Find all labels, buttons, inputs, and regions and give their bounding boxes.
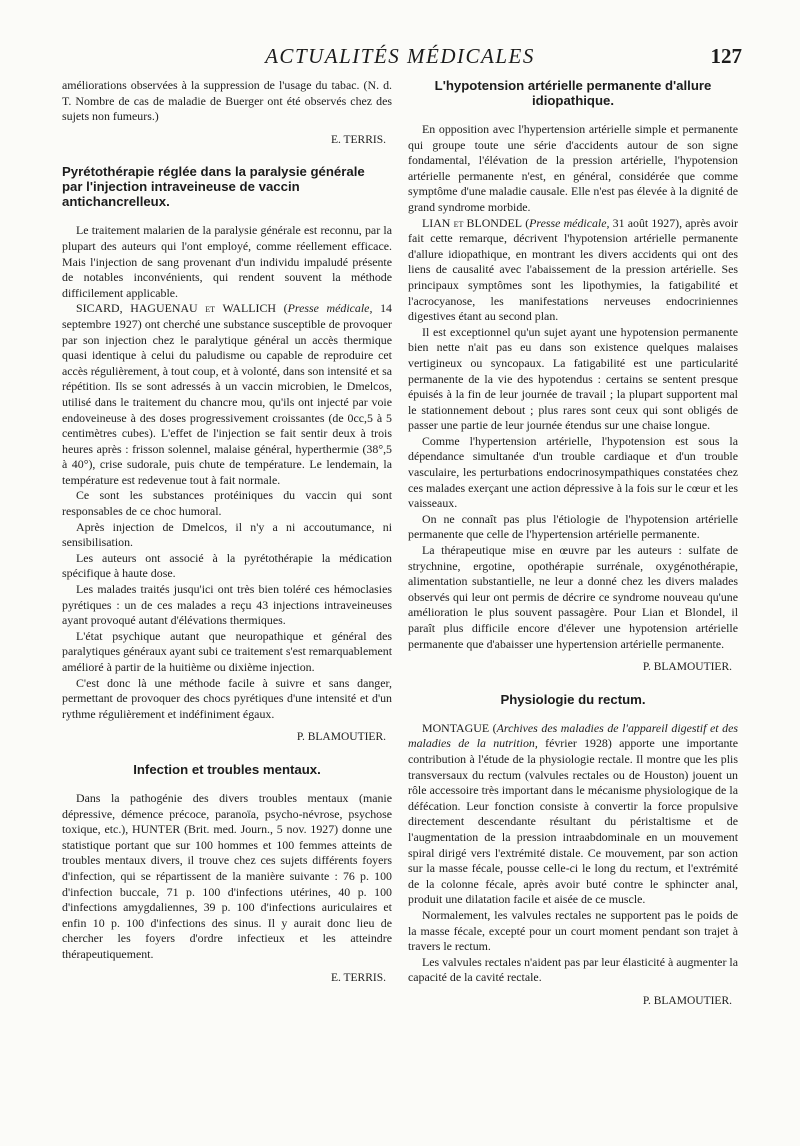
paragraph: SICARD, HAGUENAU et WALLICH (Presse médicale, 14 septembre 1927) ont cherché une substance susceptible de provoquer par son injection chez le paralytique général un accès thermique quasi identique à celui du paludisme ou capable de reproduire cet accès régulièrement, à tout coup, et à volonté, dans son intensité et sa répétition. Ils se sont adressés à un vaccin microbien, le Dmelcos, utilisé dans le traitement du chancre mou, qu'ils ont injecté par voie endoveineuse à des doses progressivement croissantes (de 0cc,5 à 5 centimètres cubes). L'effet de l'injection se fait sentir deux à trois heures après : frisson solennel, malaise général, hyperthermie (38°,5 à 40°), crise sudorale, puis chute de température. Le lendemain, la température est redevenue tout à fait normale. xyxy=(62,301,392,487)
paragraph: Les auteurs ont associé à la pyrétothérapie la médication spécifique à haute dose. xyxy=(62,550,392,581)
signature: P. BLAMOUTIER. xyxy=(296,731,386,744)
journal-reference: Archives des maladies de l'appareil digestif et des maladies de la nutrition, xyxy=(408,720,738,751)
paragraph: Les malades traités jusqu'ici ont très bien toléré ces hémoclasies pyrétiques : un de ces malades a reçu 43 injections intraveineuses ayant provoqué autant d'élévations thermiques. xyxy=(62,582,392,628)
paragraph: Le traitement malarien de la paralysie générale est reconnu, par la plupart des auteurs qui l'ont employé, comme réellement efficace. Mais l'injection de sang provenant d'un individu impaludé présente de notables inconvénients, qui rendent souvent la méthode difficilement applicable. xyxy=(62,223,392,300)
paragraph: Il est exceptionnel qu'un sujet ayant une hypotension permanente bien nette n'ait pas eu dans son existence quelques malaises vertigineux ou syncopaux. La fatigabilité est une particularité permanente de la vie des hypotendus : certains se sentent presque épuisés à la fin de leur journée de travail ; la plupart supportent mal le stationnement debout ; plus rares sont ceux qui sont obligés de passer une partie de leur journée étendus sur une chaise longue. xyxy=(408,324,738,433)
signature: P. BLAMOUTIER. xyxy=(642,661,732,674)
author-names: SICARD, HAGUENAU et WALLICH xyxy=(76,301,276,316)
paragraph-text: 31 août 1927), après avoir fait cette remarque, décrivent l'hypotension artérielle permanente d'allure idiopathique, en montrant les divers accidents qui ont des liens de causalité avec l'abaissement de la pression artérielle. Ses principaux symptômes sont les lipothymies, la fatigabilité et l'acrocyanose, les manifestations nerveuses endocriniennes digestives étant au second plan. xyxy=(408,215,738,324)
paragraph: Les valvules rectales n'aident pas par leur élasticité à augmenter la capacité de la cavité rectale. xyxy=(408,954,738,985)
paragraph-text: 14 septembre 1927) ont cherché une substance susceptible de provoquer par son injection chez le paralytique général un accès thermique quasi identique à celui du paludisme ou capable de reproduire cet accès régulièrement, à tout coup, et à volonté, dans son intensité et sa répétition. Ils se sont adressés à un vaccin microbien, le Dmelcos, utilisé dans le traitement du chancre mou, qu'ils ont injecté par voie endoveineuse à des doses progressivement croissantes (de 0cc,5 à 5 centimètres cubes). L'effet de l'injection se fait sentir deux à trois heures après : frisson solennel, malaise général, hyperthermie (38°,5 à 40°), crise sudorale, puis chute de température. Le lendemain, la température est redevenue tout à fait normale. xyxy=(62,301,392,487)
journal-reference: Presse médicale, xyxy=(529,215,610,230)
intro-paragraph: améliorations observées à la suppression de l'usage du tabac. (N. d. T. Nombre de cas de maladie de Buerger ont été observés chez des sujets non fumeurs.) xyxy=(62,78,392,124)
article-title-rectum: Physiologie du rectum. xyxy=(500,691,646,707)
journal-reference: Presse médicale, xyxy=(287,301,373,316)
intro-signature: E. TERRIS. xyxy=(330,133,386,146)
article-title-infection: Infection et troubles mentaux. xyxy=(133,761,321,777)
paragraph: L'état psychique autant que neuropathique et général des paralytiques généraux ayant subi ce traitement s'est remarquablement amélioré à partir de la huitième ou dixième injection. xyxy=(62,628,392,674)
paragraph: LIAN et BLONDEL (Presse médicale, 31 août 1927), après avoir fait cette remarque, décrivent l'hypotension artérielle permanente d'allure idiopathique, en montrant les divers accidents qui ont des liens de causalité avec l'abaissement de la pression artérielle. Ses principaux symptômes sont les lipothymies, la fatigabilité et l'acrocyanose, les manifestations nerveuses endocriniennes digestives étant au second plan. xyxy=(408,215,738,324)
article-title-hypotension: L'hypotension artérielle permanente d'allure idiopathique. xyxy=(434,78,712,108)
paragraph: Après injection de Dmelcos, il n'y a ni accoutumance, ni sensibilisation. xyxy=(62,519,392,550)
paragraph: Dans la pathogénie des divers troubles mentaux (manie dépressive, démence précoce, paranoïa, psycho-névrose, psychose toxique, etc.), HUNTER (Brit. med. Journ., 5 nov. 1927) donne une statistique portant que sur 100 hommes et 100 femmes atteints de troubles mentaux divers, il trouve chez ces sujets différents foyers d'infection, qui se répartissent de la manière suivante : 76 p. 100 d'infection buccale, 71 p. 100 d'infections utérines, 40 p. 100 d'infections amygdaliennes, 39 p. 100 d'infections auriculaires et enfin 10 p. 100 d'infections des sinus. Il y aurait donc lieu de chercher les foyers d'ordre infectieux et les atteindre thérapeutiquement. xyxy=(62,790,392,961)
paragraph-text: février 1928) apporte une importante contribution à l'étude de la physiologie rectale. Il montre que les plis transversaux du rectum (valvules rectales ou de Houston) jouent un rôle accessoire très important dans le mécanisme physiologique de la défécation. Leur fonction consiste à convertir la force propulsive directement descendante résultant du péristaltisme et de l'augmentation de la pression intraabdominale en un mouvement spiral dirigé vers l'extrémité distale. Ce mouvement, par son action sur la masse fécale, pousse celle-ci le long du rectum, et l'extrémité de la colonne fécale, après avoir buté contre le sphincter anal, produit une dilatation facile et aisée de ce muscle. xyxy=(408,736,738,907)
paragraph: Normalement, les valvules rectales ne supportent pas le poids de la masse fécale, excepté pour un court moment pendant son trajet à travers le rectum. xyxy=(408,907,738,954)
signature: E. TERRIS. xyxy=(330,971,386,984)
paragraph: On ne connaît pas plus l'étiologie de l'hypotension artérielle permanente que celle de l'hypertension artérielle permanente. xyxy=(408,511,738,542)
running-title: ACTUALITÉS MÉDICALES xyxy=(265,44,535,68)
author-name: MONTAGUE xyxy=(422,720,490,735)
paragraph: Ce sont les substances protéiniques du vaccin qui sont responsables de ce choc humoral. xyxy=(62,488,392,519)
paragraph: En opposition avec l'hypertension artérielle simple et permanente qui groupe toute une série d'accidents autour de son signe fondamental, l'élévation de la pression artérielle, l'hypotension artérielle permanente n'est, en général, considérée que comme symptôme d'une maladie causale. Elle n'est pas élevée à la dignité de grand syndrome morbide. xyxy=(408,122,738,214)
page-number: 127 xyxy=(710,44,742,68)
paragraph: Comme l'hypertension artérielle, l'hypotension est sous la dépendance simultanée d'un trouble cardiaque et d'un trouble vasculaire, les perturbations endocrinosympathiques constatées chez ces malades exerçant une action dépressive à la fois sur le cœur et les vaisseaux. xyxy=(408,433,738,511)
running-head xyxy=(0,44,800,74)
right-column xyxy=(408,78,738,1009)
left-column xyxy=(62,78,392,986)
paragraph: La thérapeutique mise en œuvre par les auteurs : sulfate de strychnine, ergotine, opothérapie surrénale, oxygénothérapie, alimentation substantielle, ne leur a donné chez les divers malades observés qui leur ont permis de décrire ce syndrome nouveau qu'une amélioration le plus souvent passagère. Pour Lian et Blondel, il paraît plus difficile encore d'élever une hypotension artérielle permanente que d'abaisser une hypertension artérielle permanente. xyxy=(408,543,738,651)
paragraph: MONTAGUE (Archives des maladies de l'appareil digestif et des maladies de la nutrition, février 1928) apporte une importante contribution à l'étude de la physiologie rectale. Il montre que les plis transversaux du rectum (valvules rectales ou de Houston) jouent un rôle accessoire très important dans le mécanisme physiologique de la défécation. Leur fonction consiste à convertir la force propulsive directement descendante résultant du péristaltisme et de l'augmentation de la pression intraabdominale en un mouvement spiral dirigé vers l'extrémité distale. Ce mouvement, par son action sur la masse fécale, pousse celle-ci le long du rectum, et l'extrémité de la colonne fécale, après avoir buté contre le sphincter anal, produit une dilatation facile et aisée de ce muscle. xyxy=(408,720,738,907)
author-names: LIAN et BLONDEL xyxy=(422,215,523,230)
signature: P. BLAMOUTIER. xyxy=(642,994,732,1007)
paragraph: C'est donc là une méthode facile à suivre et sans danger, permettant de provoquer des chocs pyrétiques d'une intensité et d'un rythme régulièrement et indéfiniment égaux. xyxy=(62,675,392,721)
article-title-pyretotherapie: Pyrétothérapie réglée dans la paralysie générale par l'injection intraveineuse de vaccin antichancrelleux. xyxy=(62,164,365,210)
